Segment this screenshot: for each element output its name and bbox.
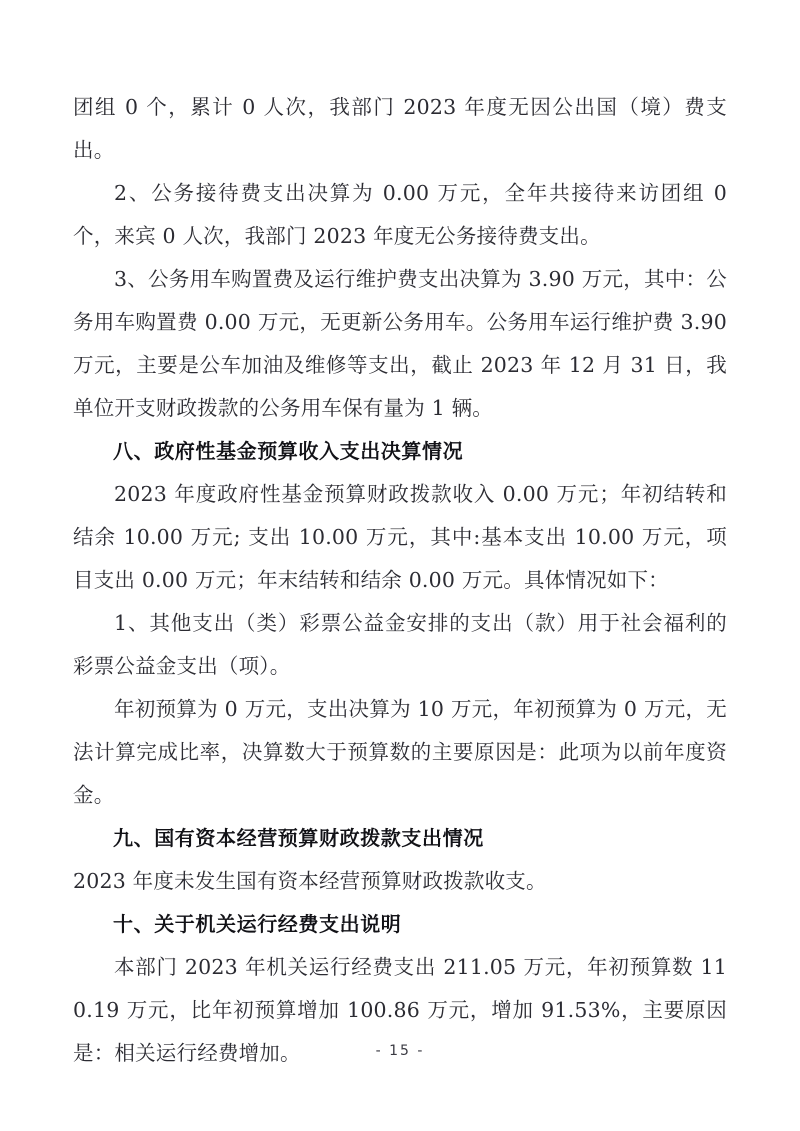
page-content-column [73, 86, 727, 1075]
heading-section-10: 十、关于机关运行经费支出说明 [113, 912, 402, 936]
paragraph-section-8-item-1: 1、其他支出（类）彩票公益金安排的支出（款）用于社会福利的彩票公益金支出（项）。 [73, 611, 727, 678]
paragraph-continuation: 团组 0 个，累计 0 人次，我部门 2023 年度无因公出国（境）费支出。 [73, 95, 727, 162]
heading-section-9: 九、国有资本经营预算财政拨款支出情况 [113, 826, 484, 850]
paragraph-item-2-official-reception: 2、公务接待费支出决算为 0.00 万元，全年共接待来访团组 0 个，来宾 0 人次，我部门 2023 年度无公务接待费支出。 [73, 181, 727, 248]
paragraph-item-3-official-vehicle: 3、公务用车购置费及运行维护费支出决算为 3.90 万元，其中：公务用车购置费 0.00 万元，无更新公务用车。公务用车运行维护费 3.90 万元，主要是公车加油及维修等支出，截止 2023 年 12 月 31 日，我单位开支财政拨款的公务用车保有量为 1 辆。 [73, 267, 727, 420]
paragraph-section-8-item-1-detail: 年初预算为 0 万元，支出决算为 10 万元，年初预算为 0 万元，无法计算完成比率，决算数大于预算数的主要原因是：此项为以前年度资金。 [73, 697, 727, 807]
page-number-footer: - 15 - [375, 1043, 425, 1059]
paragraph-section-9-body: 2023 年度未发生国有资本经营预算财政拨款收支。 [73, 869, 547, 893]
paragraph-section-8-overview: 2023 年度政府性基金预算财政拨款收入 0.00 万元；年初结转和结余 10.00 万元; 支出 10.00 万元，其中:基本支出 10.00 万元，项目支出 0.00 万元；年末结转和结余 0.00 万元。具体情况如下： [73, 482, 727, 592]
paragraph-section-10-body: 本部门 2023 年机关运行经费支出 211.05 万元，年初预算数 110.19 万元，比年初预算增加 100.86 万元，增加 91.53%，主要原因是：相关运行经费增加。 [73, 955, 727, 1065]
heading-section-8: 八、政府性基金预算收入支出决算情况 [113, 439, 464, 463]
